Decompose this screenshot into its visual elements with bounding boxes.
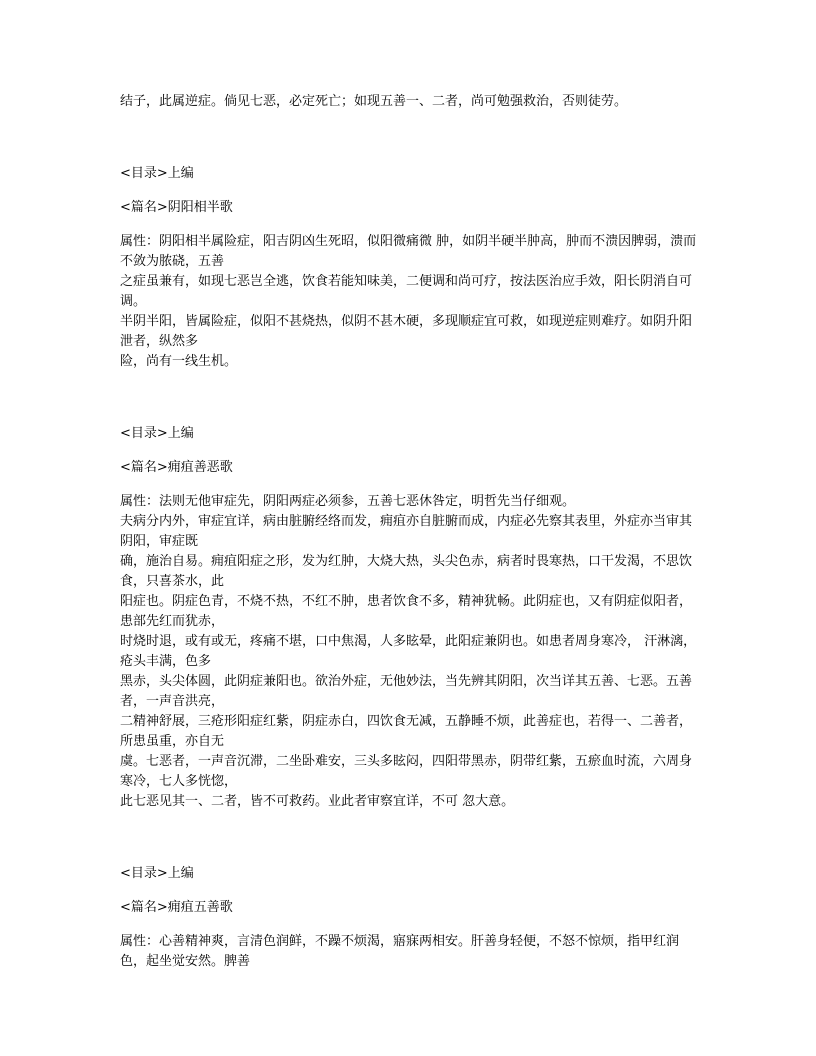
body-line: 此七恶见其一、二者，皆不可救药。业此者审察宜详，不可 忽大意。: [120, 794, 515, 809]
body-line: 夫病分内外，审症宜详，病由脏腑经络而发，痈疽亦自脏腑而成，内症必先察其表里，外症亦当审其阴阳，审症既: [120, 514, 693, 549]
section-yinyang: [120, 164, 700, 372]
section-title: <篇名>阴阳相半歌: [120, 200, 233, 215]
document-body: [120, 92, 700, 972]
body-line: 阳症也。阴症色青，不烧不热，不红不肿，患者饮食不多，精神犹畅。此阴症也，又有阴症似阳者，患部先红而犹赤，: [120, 594, 693, 629]
section-shan-e: [120, 424, 700, 812]
body-line: 属性：法则无他审症先，阴阳两症必须参，五善七恶休咎定，明哲先当仔细观。: [120, 494, 576, 509]
body-line: 黑赤，头尖体圆，此阴症兼阳也。欲治外症，无他妙法，当先辨其阴阳，次当详其五善、七恶。五善者，一声音洪亮，: [120, 674, 693, 709]
catalog-label: <目录>上编: [120, 866, 194, 881]
section-wushan: [120, 864, 700, 972]
body-line: 时烧时退，或有或无，疼痛不堪，口中焦渴，人多眩晕，此阳症兼阴也。如患者周身寒冷， 汗淋漓，疮头丰满，色多: [120, 634, 697, 669]
intro-line: 结子，此属逆症。倘见七恶，必定死亡；如现五善一、二者，尚可勉强救治，否则徒劳。: [120, 94, 628, 109]
body-line: 二精神舒展，三疮形阳症红紫，阴症赤白，四饮食无减，五静睡不烦，此善症也，若得一、二善者，所患虽重，亦自无: [120, 714, 693, 749]
section-title: <篇名>痈疽五善歌: [120, 900, 233, 915]
body-line: 属性：阴阳相半属险症，阳吉阴凶生死昭，似阳微痛微 肿，如阴半硬半肿高，肿而不溃因脾弱，溃而不敛为脓硗，五善: [120, 234, 697, 269]
body-line: 属性：心善精神爽，言清色润鲜，不躁不烦渴，寤寐两相安。肝善身轻便，不怒不惊烦，指甲红润色，起坐觉安然。脾善: [120, 934, 680, 969]
section-title: <篇名>痈疽善恶歌: [120, 460, 233, 475]
body-line: 半阴半阳，皆属险症，似阳不甚烧热，似阴不甚木硬，多现顺症宜可救，如现逆症则难疗。如阴升阳泄者，纵然多: [120, 314, 693, 349]
body-line: 虞。七恶者，一声音沉滞，二坐卧难安，三头多眩闷，四阳带黑赤，阴带红紫，五瘀血时流，六周身寒冷，七人多恍惚，: [120, 754, 693, 789]
catalog-label: <目录>上编: [120, 166, 194, 181]
catalog-label: <目录>上编: [120, 426, 194, 441]
body-line: 险，尚有一线生机。: [120, 354, 238, 369]
body-line: 确，施治自易。痈疽阳症之形，发为红肿，大烧大热，头尖色赤，病者时畏寒热，口干发渴，不思饮食，只喜茶水，此: [120, 554, 693, 589]
body-line: 之症虽兼有，如现七恶岂全逃，饮食若能知味美，二便调和尚可疗，按法医治应手效，阳长阴消自可调。: [120, 274, 693, 309]
